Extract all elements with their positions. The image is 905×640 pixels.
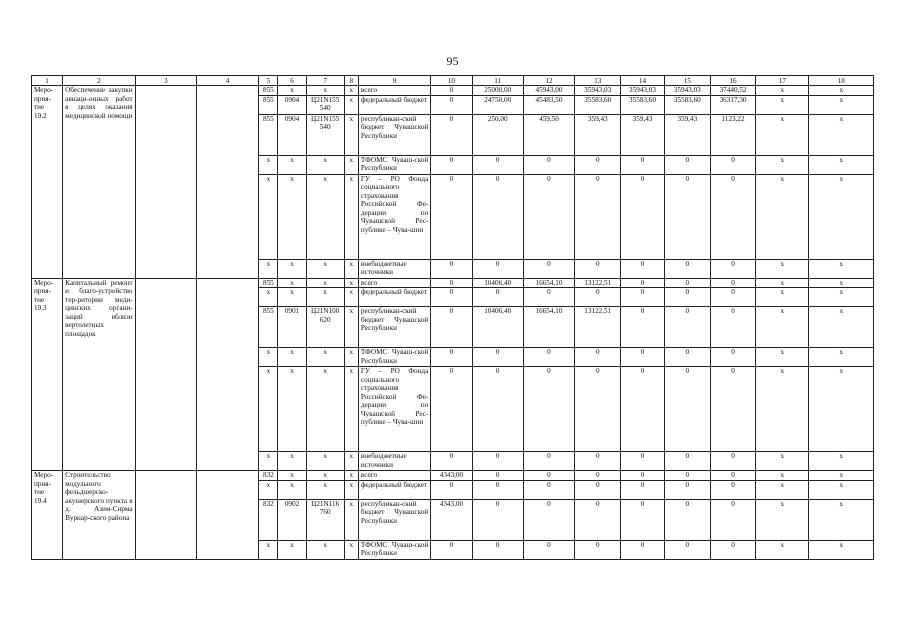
table-cell: 0	[472, 480, 523, 499]
table-cell: 832	[259, 499, 278, 540]
table-cell: х	[756, 540, 809, 559]
table-cell: х	[278, 471, 306, 481]
table-cell: 855	[259, 114, 278, 155]
table-cell: 35583,60	[664, 95, 710, 114]
table-cell: х	[344, 480, 358, 499]
table-cell: х	[756, 367, 809, 452]
table-cell: х	[344, 114, 358, 155]
table-cell: 0	[664, 278, 710, 288]
table-cell: 0	[664, 259, 710, 278]
measure-name: Капитальный ремонт и благо-устройство тер-ритории меди-цинских органи-заций вблизи вертолетных площадок	[63, 278, 135, 471]
table-cell: х	[306, 348, 344, 367]
table-cell: 0	[575, 348, 621, 367]
header-cell: 11	[472, 76, 523, 86]
table-cell: 0	[431, 307, 472, 348]
header-cell: 1	[32, 76, 63, 86]
header-cell: 18	[809, 76, 874, 86]
table-cell: 0	[710, 499, 755, 540]
table-cell: 0	[523, 174, 574, 259]
table-cell: х	[259, 155, 278, 174]
table-cell: х	[278, 278, 306, 288]
header-cell: 13	[575, 76, 621, 86]
table-cell: х	[259, 348, 278, 367]
table-cell: 250,00	[472, 114, 523, 155]
header-cell: 12	[523, 76, 574, 86]
empty-col-3	[135, 471, 196, 560]
table-cell: 0	[523, 367, 574, 452]
table-cell: 1123,22	[710, 114, 755, 155]
table-cell: х	[809, 348, 874, 367]
table-cell: 0	[523, 471, 574, 481]
table-cell: 4343,00	[431, 471, 472, 481]
header-cell: 10	[431, 76, 472, 86]
table-cell: 0	[710, 367, 755, 452]
table-cell: х	[344, 452, 358, 471]
header-cell: 8	[344, 76, 358, 86]
table-cell: 0	[621, 348, 664, 367]
table-cell: х	[809, 480, 874, 499]
table-cell: х	[306, 480, 344, 499]
table-cell: 0	[472, 174, 523, 259]
table-cell: х	[344, 471, 358, 481]
table-cell: 0	[431, 114, 472, 155]
table-cell: 36317,30	[710, 95, 755, 114]
funding-source-cell: ТФОМС Чуваш-ской Республики	[358, 540, 430, 559]
funding-source-cell: всего	[358, 471, 430, 481]
table-cell: 16654,10	[523, 307, 574, 348]
table-cell: х	[306, 452, 344, 471]
empty-col-4	[196, 278, 258, 471]
table-cell: 0	[621, 480, 664, 499]
empty-col-4	[196, 86, 258, 279]
table-cell: 832	[259, 471, 278, 481]
table-cell: 13122,51	[575, 278, 621, 288]
table-cell: 4343,00	[431, 499, 472, 540]
table-cell: х	[756, 452, 809, 471]
table-cell: х	[809, 452, 874, 471]
table-cell: х	[278, 155, 306, 174]
table-cell: 0904	[278, 95, 306, 114]
table-cell: 0	[621, 288, 664, 307]
funding-source-cell: федеральный бюджет	[358, 480, 430, 499]
table-cell: 0	[523, 155, 574, 174]
header-row	[32, 76, 874, 86]
table-cell: 0	[664, 452, 710, 471]
header-cell: 9	[358, 76, 430, 86]
header-cell: 4	[196, 76, 258, 86]
table-cell: х	[278, 540, 306, 559]
table-cell: х	[344, 499, 358, 540]
header-cell: 6	[278, 76, 306, 86]
table-cell: 0	[431, 86, 472, 96]
table-cell: 0	[472, 288, 523, 307]
table-cell: х	[344, 259, 358, 278]
table-cell: х	[756, 86, 809, 96]
funding-source-cell: республикан-ский бюджет Чувашской Республики	[358, 307, 430, 348]
page-number: 95	[446, 54, 459, 68]
table-cell: 0	[710, 348, 755, 367]
table-cell: 0	[621, 259, 664, 278]
table-cell: 0	[575, 499, 621, 540]
table-cell: 359,43	[621, 114, 664, 155]
table-cell: 0	[664, 367, 710, 452]
header-cell: 15	[664, 76, 710, 86]
measure-name: Строительство модульного фельдшерско-акушерского пункта в д. Азим-Сирма Вурнар-ского района	[63, 471, 135, 560]
table-cell: х	[344, 288, 358, 307]
table-cell: х	[344, 540, 358, 559]
header-cell: 14	[621, 76, 664, 86]
table-cell: 0	[664, 155, 710, 174]
table-cell: 45483,50	[523, 95, 574, 114]
table-cell: 0	[431, 348, 472, 367]
table-cell: 0	[621, 471, 664, 481]
table-cell: х	[306, 367, 344, 452]
table-cell: 855	[259, 278, 278, 288]
table-cell: Ц21N116 760	[306, 499, 344, 540]
table-cell: х	[809, 499, 874, 540]
table-cell: х	[278, 174, 306, 259]
empty-col-3	[135, 278, 196, 471]
table-cell: 0	[664, 499, 710, 540]
table-cell: 0	[431, 155, 472, 174]
table-cell: 16654,10	[523, 278, 574, 288]
table-cell: х	[344, 95, 358, 114]
funding-source-cell: внебюджетные источники	[358, 452, 430, 471]
table-cell: х	[278, 480, 306, 499]
table-cell: 0901	[278, 307, 306, 348]
table-cell: х	[809, 259, 874, 278]
table-cell: х	[278, 367, 306, 452]
table-cell: 0	[710, 480, 755, 499]
table-cell: 0	[472, 471, 523, 481]
table-cell: 0	[621, 174, 664, 259]
table-cell: 37440,52	[710, 86, 755, 96]
table-cell: 0	[710, 307, 755, 348]
table-cell: 0	[472, 367, 523, 452]
table-cell: 0	[575, 155, 621, 174]
header-cell: 7	[306, 76, 344, 86]
table-cell: х	[278, 86, 306, 96]
table-cell: 0	[621, 278, 664, 288]
table-cell: х	[809, 155, 874, 174]
table-cell: 0	[523, 480, 574, 499]
table-cell: х	[344, 155, 358, 174]
table-cell: х	[306, 174, 344, 259]
table-cell: х	[278, 259, 306, 278]
table-cell: 13122,51	[575, 307, 621, 348]
funding-source-cell: федеральный бюджет	[358, 288, 430, 307]
funding-source-cell: республикан-ский бюджет Чувашской Республики	[358, 499, 430, 540]
table-cell: х	[259, 367, 278, 452]
table-cell: Ц21N155 540	[306, 95, 344, 114]
table-cell: 0	[431, 480, 472, 499]
table-cell: 0	[472, 499, 523, 540]
table-cell: х	[809, 471, 874, 481]
funding-source-cell: всего	[358, 86, 430, 96]
table-cell: 0	[664, 540, 710, 559]
table-cell: Ц21N155 540	[306, 114, 344, 155]
table-cell: х	[344, 278, 358, 288]
table-cell: х	[809, 367, 874, 452]
table-cell: 0	[575, 480, 621, 499]
table-cell: 0	[621, 367, 664, 452]
funding-source-cell: ТФОМС Чуваш-ской Республики	[358, 155, 430, 174]
table-cell: х	[344, 174, 358, 259]
measure-name: Обеспечение закупки авиаци-онных работ в целях оказания медицинской помощи	[63, 86, 135, 279]
table-cell: х	[344, 86, 358, 96]
funding-source-cell: всего	[358, 278, 430, 288]
table-row	[32, 471, 874, 481]
table-cell: 35583,60	[575, 95, 621, 114]
table-cell: х	[809, 86, 874, 96]
table-cell: 0	[710, 471, 755, 481]
table-cell: 0	[472, 348, 523, 367]
table-cell: х	[344, 348, 358, 367]
table-cell: х	[756, 259, 809, 278]
table-cell: 0	[664, 471, 710, 481]
table-cell: х	[259, 174, 278, 259]
table-cell: 0	[523, 348, 574, 367]
table-cell: 0	[431, 278, 472, 288]
table-cell: 0	[621, 452, 664, 471]
table-cell: 0	[664, 288, 710, 307]
table-cell: х	[306, 86, 344, 96]
funding-source-cell: федеральный бюджет	[358, 95, 430, 114]
table-cell: х	[344, 367, 358, 452]
table-cell: 855	[259, 307, 278, 348]
funding-source-cell: внебюджетные источники	[358, 259, 430, 278]
header-cell: 2	[63, 76, 135, 86]
table-cell: 0	[621, 307, 664, 348]
table-cell: 0	[710, 155, 755, 174]
table-cell: х	[809, 307, 874, 348]
table-cell: 0	[575, 452, 621, 471]
table-cell: 0	[575, 471, 621, 481]
table-cell: х	[278, 452, 306, 471]
table-cell: 0	[472, 540, 523, 559]
table-cell: 0	[431, 288, 472, 307]
table-cell: х	[756, 114, 809, 155]
table-cell: 0	[621, 499, 664, 540]
table-cell: 0	[431, 452, 472, 471]
table-cell: х	[809, 288, 874, 307]
table-cell: 35583,60	[621, 95, 664, 114]
table-row	[32, 86, 874, 96]
table-cell: х	[259, 452, 278, 471]
table-cell: х	[756, 348, 809, 367]
table-cell: х	[756, 307, 809, 348]
table-cell: 855	[259, 95, 278, 114]
table-cell: 359,43	[575, 114, 621, 155]
table-cell: х	[344, 307, 358, 348]
table-cell: х	[306, 259, 344, 278]
table-cell: 0	[710, 452, 755, 471]
table-cell: х	[756, 155, 809, 174]
funding-source-cell: ГУ – РО Фонда социального страхования Российской Фе-дерации по Чувашской Рес-публике – Чува-шии	[358, 367, 430, 452]
table-cell: 855	[259, 86, 278, 96]
table-cell: 0	[575, 367, 621, 452]
table-cell: х	[756, 95, 809, 114]
table-cell: 0	[431, 174, 472, 259]
table-cell: х	[756, 288, 809, 307]
budget-table	[31, 75, 874, 560]
table-cell: 0	[431, 95, 472, 114]
table-cell: 0	[710, 278, 755, 288]
table-cell: х	[259, 540, 278, 559]
table-cell: х	[756, 471, 809, 481]
table-cell: 0	[664, 348, 710, 367]
table-cell: 0	[472, 155, 523, 174]
table-cell: 0	[523, 499, 574, 540]
table-cell: 0	[710, 174, 755, 259]
table-cell: 0	[575, 174, 621, 259]
table-header	[32, 76, 874, 86]
table-cell: х	[756, 499, 809, 540]
table-cell: 0	[710, 288, 755, 307]
table-cell: 10406,40	[472, 307, 523, 348]
table-cell: х	[306, 278, 344, 288]
funding-source-cell: ТФОМС Чуваш-ской Республики	[358, 348, 430, 367]
table-cell: 0	[621, 540, 664, 559]
table-cell: 0	[710, 259, 755, 278]
table-cell: 0	[575, 259, 621, 278]
table-cell: 0	[472, 259, 523, 278]
table-cell: х	[306, 471, 344, 481]
table-cell: х	[809, 95, 874, 114]
table-cell: х	[278, 288, 306, 307]
table-body	[32, 86, 874, 560]
table-cell: 35943,03	[664, 86, 710, 96]
funding-source-cell: республикан-ский бюджет Чувашской Республики	[358, 114, 430, 155]
table-cell: Ц21N100 620	[306, 307, 344, 348]
table-cell: 0	[664, 480, 710, 499]
measure-label: Меро- прия- тие 19.3	[32, 278, 63, 471]
table-cell: х	[809, 174, 874, 259]
table-cell: х	[809, 540, 874, 559]
table-cell: х	[809, 278, 874, 288]
table-cell: х	[809, 114, 874, 155]
table-cell: 25000,00	[472, 86, 523, 96]
table-cell: 10406,40	[472, 278, 523, 288]
table-cell: 359,43	[664, 114, 710, 155]
table-cell: х	[756, 480, 809, 499]
measure-label: Меро- прия- тие 19.4	[32, 471, 63, 560]
table-cell: х	[259, 259, 278, 278]
table-cell: 35943,03	[621, 86, 664, 96]
header-cell: 5	[259, 76, 278, 86]
empty-col-3	[135, 86, 196, 279]
table-cell: 0	[523, 540, 574, 559]
table-cell: х	[259, 288, 278, 307]
table-cell: х	[306, 540, 344, 559]
table-cell: 459,50	[523, 114, 574, 155]
table-cell: 0	[575, 540, 621, 559]
table-cell: х	[306, 155, 344, 174]
table-cell: 0	[472, 452, 523, 471]
table-cell: 0904	[278, 114, 306, 155]
measure-label: Меро- прия- тие 19.2	[32, 86, 63, 279]
empty-col-4	[196, 471, 258, 560]
table-cell: 0	[621, 155, 664, 174]
table-cell: 0	[523, 452, 574, 471]
table-cell: 45943,00	[523, 86, 574, 96]
table-cell: х	[756, 174, 809, 259]
table-cell: 0	[575, 288, 621, 307]
header-cell: 3	[135, 76, 196, 86]
table-cell: х	[278, 348, 306, 367]
table-cell: 0902	[278, 499, 306, 540]
table-cell: 0	[431, 259, 472, 278]
table-cell: 0	[710, 540, 755, 559]
table-cell: 0	[523, 288, 574, 307]
table-cell: 0	[431, 540, 472, 559]
table-cell: х	[306, 288, 344, 307]
table-cell: х	[756, 278, 809, 288]
table-cell: 0	[523, 259, 574, 278]
table-cell: 24750,00	[472, 95, 523, 114]
table-cell: 0	[664, 174, 710, 259]
table-row	[32, 278, 874, 288]
table-cell: 0	[664, 307, 710, 348]
table-cell: х	[259, 480, 278, 499]
table-cell: 0	[431, 367, 472, 452]
header-cell: 17	[756, 76, 809, 86]
header-cell: 16	[710, 76, 755, 86]
funding-source-cell: ГУ – РО Фонда социального страхования Российской Фе-дерации по Чувашской Рес-публике – Чува-шии	[358, 174, 430, 259]
table-cell: 35943,03	[575, 86, 621, 96]
